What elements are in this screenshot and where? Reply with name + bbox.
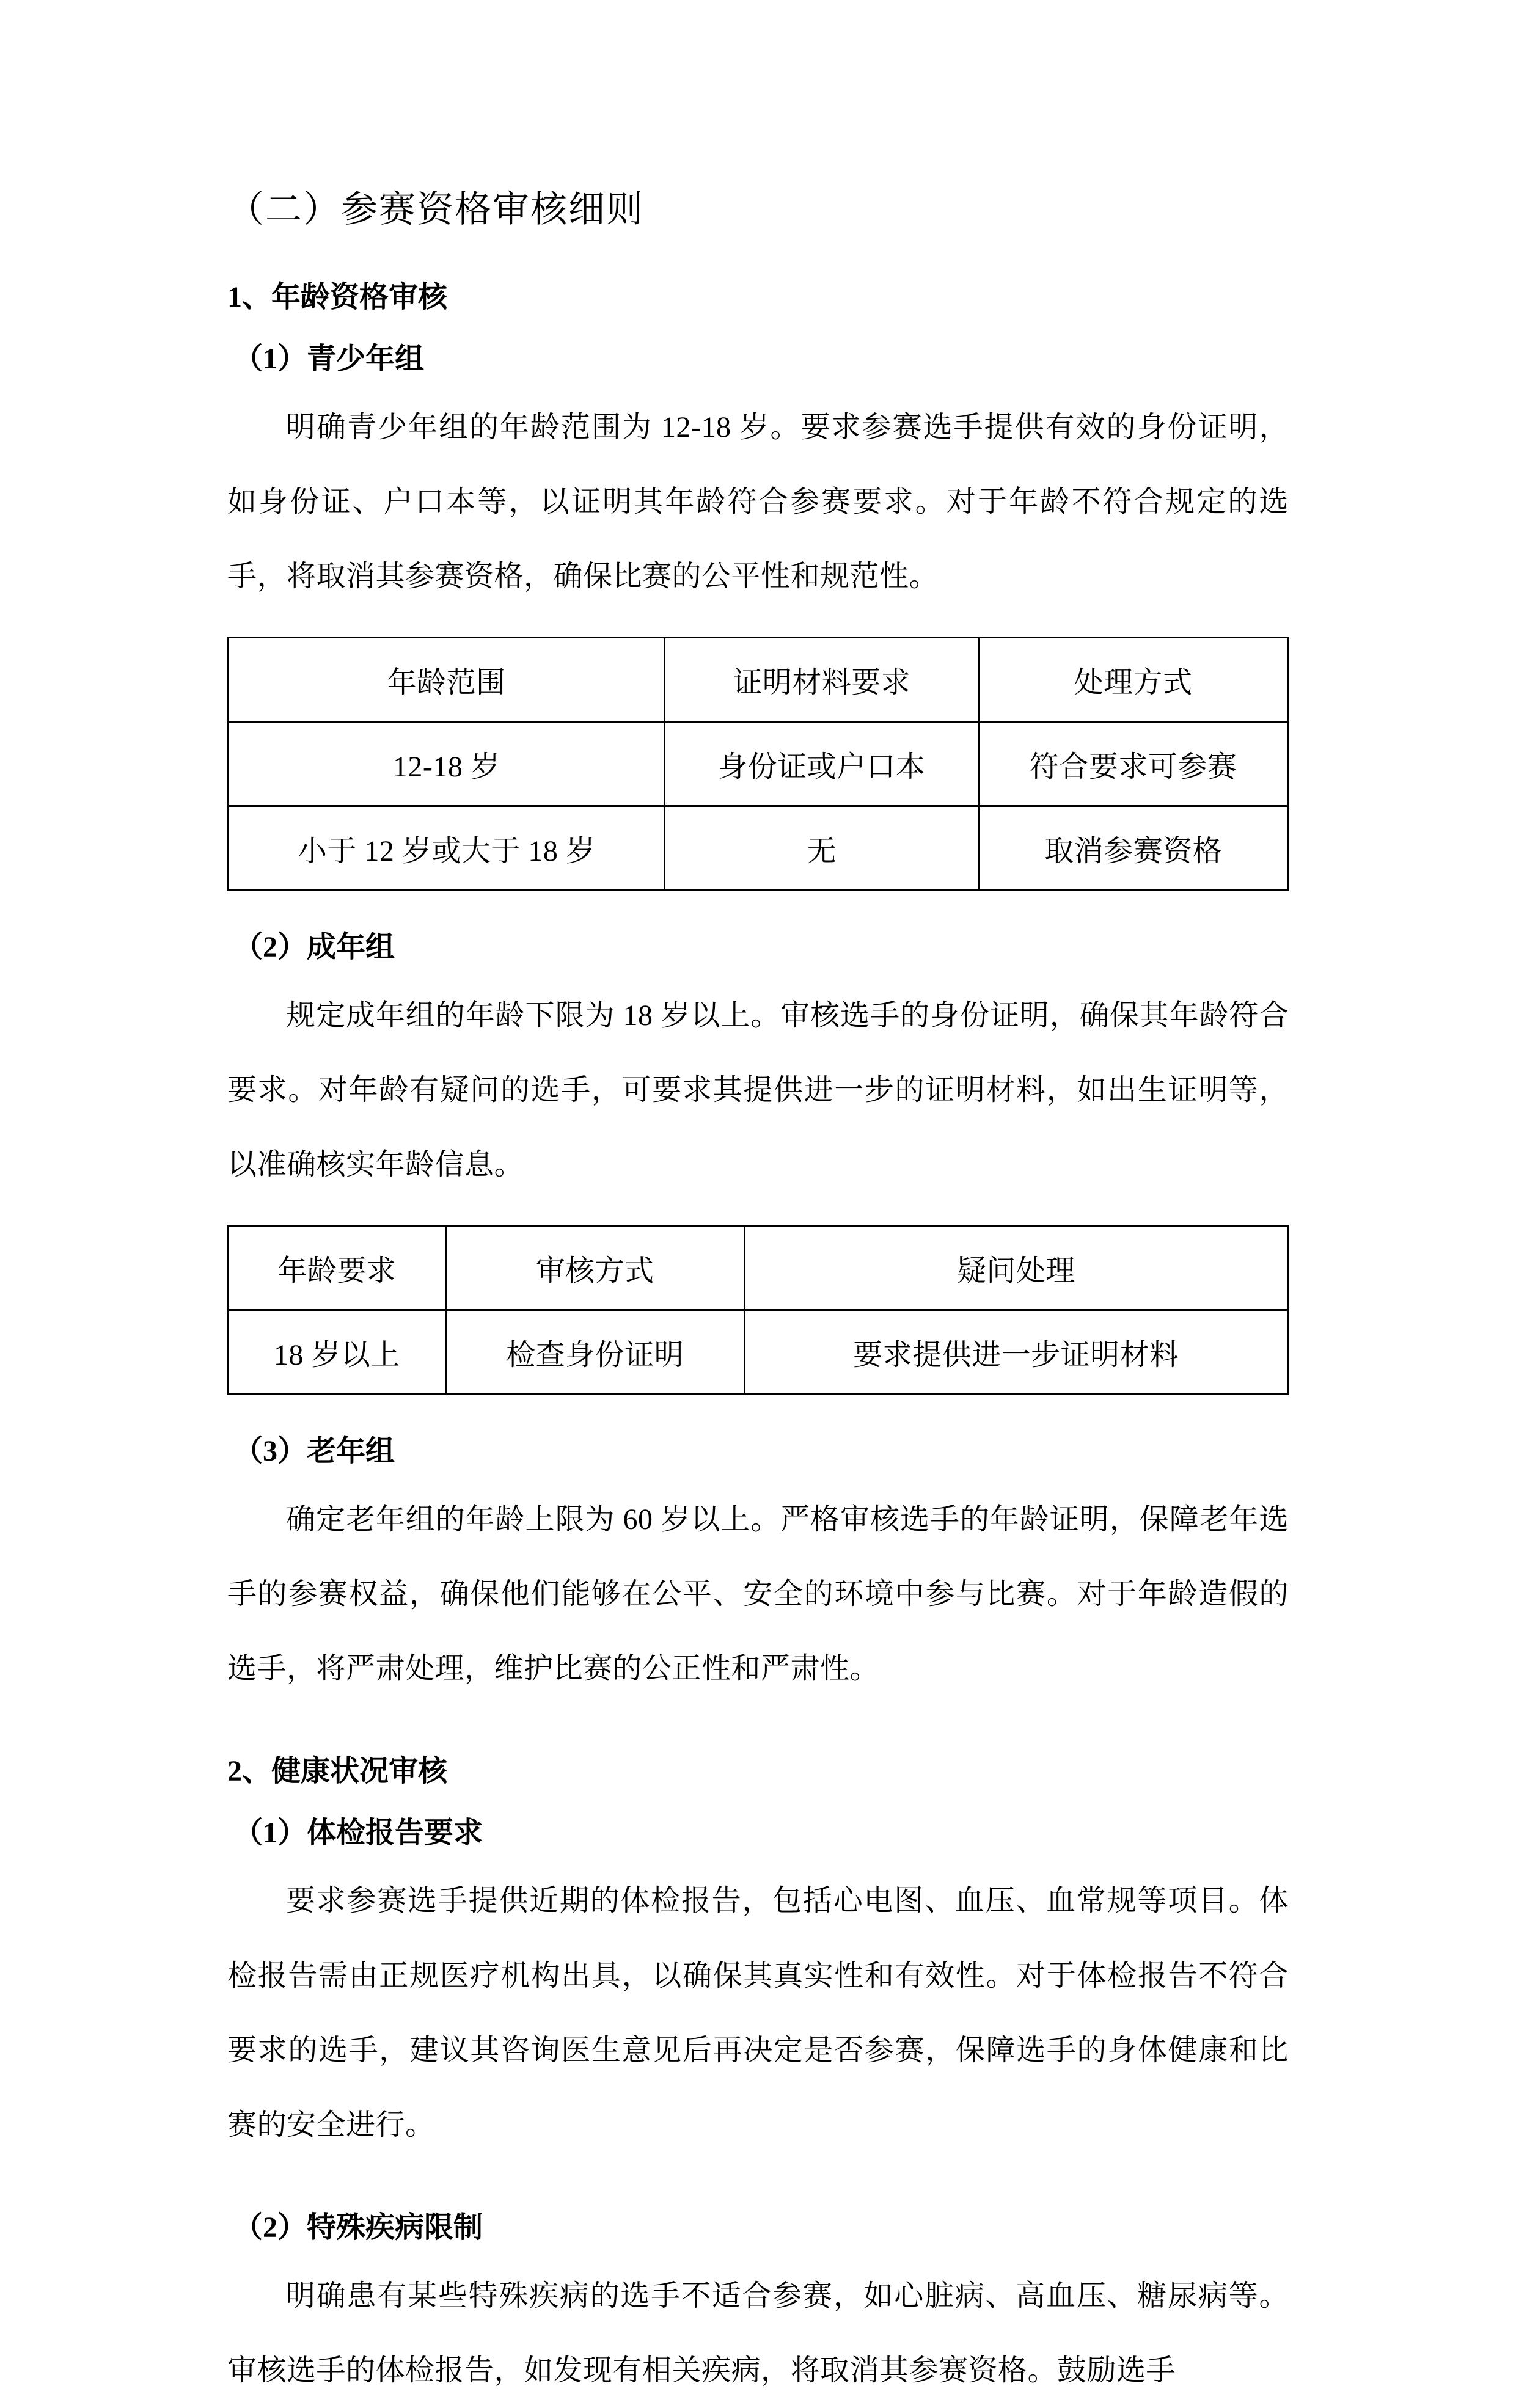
table-header-cell: 证明材料要求 (665, 637, 979, 721)
table-row (229, 721, 1288, 806)
table-cell: 18 岁以上 (229, 1310, 446, 1394)
subsection-title-youth-group: （1）青少年组 (233, 342, 425, 375)
table-cell: 12-18 岁 (229, 721, 665, 806)
table-cell: 检查身份证明 (445, 1310, 744, 1394)
youth-age-table (227, 637, 1289, 891)
table-header-cell: 疑问处理 (744, 1225, 1287, 1310)
subsection-title-senior-group: （3）老年组 (233, 1434, 395, 1467)
subsection-title-adult-group: （2）成年组 (233, 930, 395, 963)
table-row (229, 1310, 1288, 1394)
table-cell: 取消参赛资格 (979, 806, 1288, 890)
paragraph-senior-group: 确定老年组的年龄上限为 60 岁以上。严格审核选手的年龄证明，保障老年选手的参赛权益，确保他们能够在公平、安全的环境中参与比赛。对于年龄造假的选手，将严肃处理，维护比赛的公正性和严肃性。 (227, 1503, 1289, 1685)
adult-age-table (227, 1225, 1289, 1395)
section-title-health-review: 2、健康状况审核 (227, 1754, 448, 1787)
table-header-cell: 年龄要求 (229, 1225, 446, 1310)
table-header-row (229, 637, 1288, 721)
table-cell: 符合要求可参赛 (979, 721, 1288, 806)
document-heading: （二）参赛资格审核细则 (227, 189, 644, 230)
subsection-title-medical-report: （1）体检报告要求 (233, 1816, 483, 1849)
subsection-title-special-disease: （2）特殊疾病限制 (233, 2211, 483, 2244)
table-header-cell: 处理方式 (979, 637, 1288, 721)
table-header-row (229, 1225, 1288, 1310)
table-header-cell: 审核方式 (445, 1225, 744, 1310)
paragraph-special-disease: 明确患有某些特殊疾病的选手不适合参赛，如心脏病、高血压、糖尿病等。审核选手的体检报告，如发现有相关疾病，将取消其参赛资格。鼓励选手 (227, 2279, 1289, 2387)
paragraph-medical-report: 要求参赛选手提供近期的体检报告，包括心电图、血压、血常规等项目。体检报告需由正规医疗机构出具，以确保其真实性和有效性。对于体检报告不符合要求的选手，建议其咨询医生意见后再决定是否参赛，保障选手的身体健康和比赛的安全进行。 (227, 1884, 1289, 2142)
table-cell: 小于 12 岁或大于 18 岁 (229, 806, 665, 890)
paragraph-adult-group: 规定成年组的年龄下限为 18 岁以上。审核选手的身份证明，确保其年龄符合要求。对年龄有疑问的选手，可要求其提供进一步的证明材料，如出生证明等，以准确核实年龄信息。 (227, 999, 1289, 1181)
table-cell: 身份证或户口本 (665, 721, 979, 806)
table-header-cell: 年龄范围 (229, 637, 665, 721)
section-title-age-review: 1、年龄资格审核 (227, 281, 448, 313)
table-row (229, 806, 1288, 890)
table-cell: 无 (665, 806, 979, 890)
table-cell: 要求提供进一步证明材料 (744, 1310, 1287, 1394)
paragraph-youth-group: 明确青少年组的年龄范围为 12-18 岁。要求参赛选手提供有效的身份证明，如身份证、户口本等，以证明其年龄符合参赛要求。对于年龄不符合规定的选手，将取消其参赛资格，确保比赛的公平性和规范性。 (227, 410, 1289, 593)
